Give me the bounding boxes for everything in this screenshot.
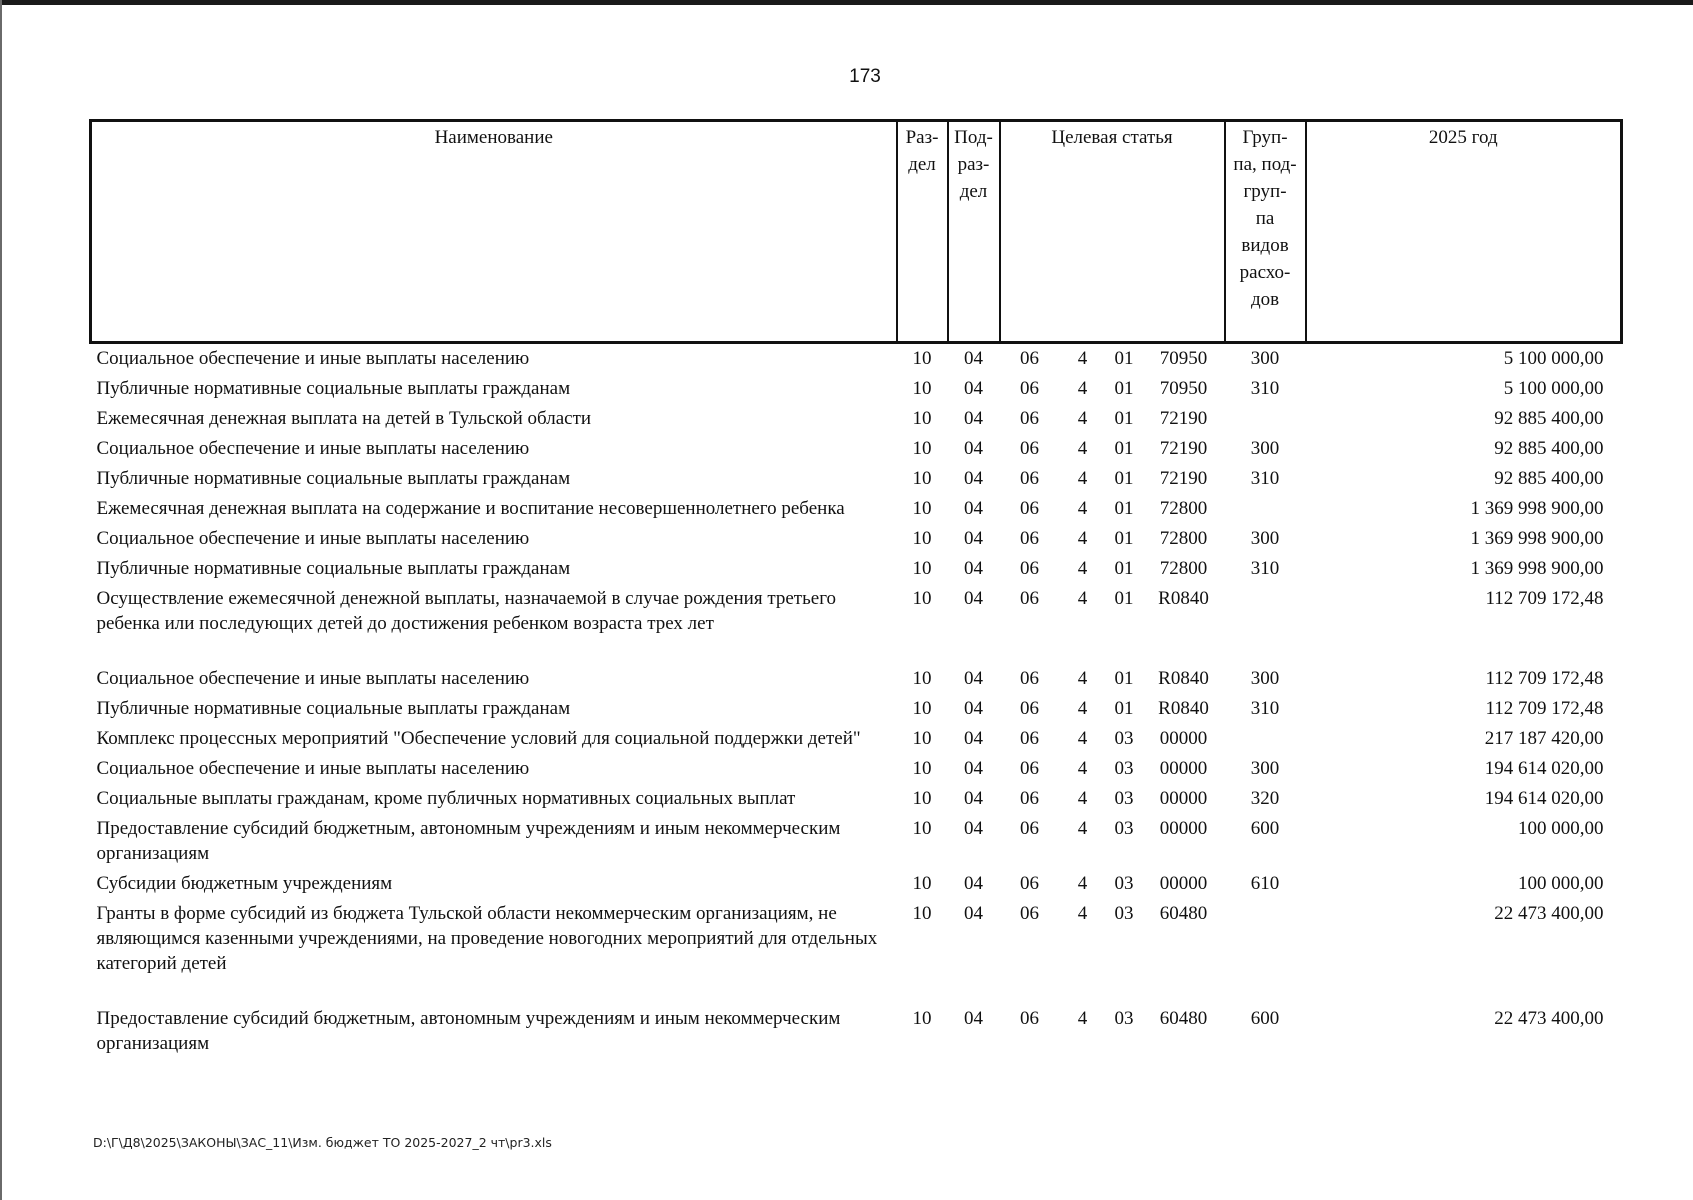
row-group (1225, 584, 1306, 664)
row-target-direction: R0840 (1158, 698, 1209, 719)
row-target-type: 4 (1077, 873, 1088, 894)
row-podrazdel: 04 (964, 408, 983, 429)
row-target-direction: 00000 (1159, 758, 1208, 779)
row-target-program: 06 (1020, 468, 1039, 489)
row-razdel: 10 (912, 903, 932, 924)
row-target-element: 01 (1114, 528, 1134, 549)
row-name: Публичные нормативные социальные выплаты гражданам (96, 468, 571, 489)
row-target-element: 03 (1114, 1008, 1134, 1029)
row-name: Социальное обеспечение и иные выплаты населению (96, 348, 530, 369)
row-podrazdel: 04 (964, 438, 983, 459)
row-amount: 112 709 172,48 (1485, 588, 1604, 609)
header-podrazdel-line: дел (959, 181, 988, 202)
row-target-type: 4 (1077, 348, 1088, 369)
row-razdel: 10 (912, 728, 932, 749)
header-group-line: дов (1250, 289, 1280, 310)
budget-table (89, 119, 1623, 1059)
row-razdel: 10 (912, 818, 932, 839)
row-group: 300 (1250, 758, 1280, 779)
row-target-type: 4 (1077, 788, 1088, 809)
row-target-direction: R0840 (1158, 668, 1209, 689)
row-group (1225, 724, 1306, 754)
row-target-program: 06 (1020, 528, 1039, 549)
row-name: Предоставление субсидий бюджетным, автономным учреждениям и иным некоммерческим организациям (96, 1008, 841, 1054)
row-podrazdel: 04 (964, 758, 983, 779)
row-target-direction: 60480 (1159, 903, 1208, 924)
row-amount: 112 709 172,48 (1485, 668, 1604, 689)
row-target-direction: 00000 (1159, 788, 1208, 809)
row-target-type: 4 (1077, 728, 1088, 749)
row-group: 310 (1250, 558, 1280, 579)
row-name: Гранты в форме субсидий из бюджета Тульской области некоммерческим организациям, не являющимся казенными учреждениями, на проведение новогодних мероприятий для отдельных категорий детей (96, 903, 878, 974)
row-razdel: 10 (912, 1008, 932, 1029)
row-target-type: 4 (1077, 438, 1088, 459)
row-target-program: 06 (1020, 903, 1039, 924)
row-name: Социальные выплаты гражданам, кроме публичных нормативных социальных выплат (96, 788, 796, 809)
row-target-type: 4 (1077, 378, 1088, 399)
row-amount: 1 369 998 900,00 (1470, 498, 1604, 519)
header-year: 2025 год (1306, 121, 1622, 343)
row-target-direction: 72190 (1159, 468, 1208, 489)
table-row (91, 343, 1622, 375)
row-name: Публичные нормативные социальные выплаты гражданам (96, 698, 571, 719)
row-amount: 194 614 020,00 (1484, 788, 1604, 809)
row-target-program: 06 (1020, 1008, 1039, 1029)
table-row (91, 814, 1622, 869)
row-target-element: 03 (1114, 758, 1134, 779)
row-podrazdel: 04 (964, 668, 983, 689)
row-name: Социальное обеспечение и иные выплаты населению (96, 758, 530, 779)
row-target-program: 06 (1020, 378, 1039, 399)
row-amount: 92 885 400,00 (1494, 408, 1604, 429)
row-target-type: 4 (1077, 758, 1088, 779)
header-group-line: видов (1241, 235, 1289, 256)
row-amount: 1 369 998 900,00 (1470, 528, 1604, 549)
row-target-element: 01 (1114, 438, 1134, 459)
table-row (91, 694, 1622, 724)
row-target-element: 03 (1114, 873, 1134, 894)
row-target-direction: 70950 (1159, 348, 1208, 369)
row-target-program: 06 (1020, 668, 1039, 689)
table-row (91, 434, 1622, 464)
row-podrazdel: 04 (964, 728, 983, 749)
header-group-line: груп- (1243, 181, 1287, 202)
row-target-element: 03 (1114, 818, 1134, 839)
row-target-type: 4 (1077, 588, 1088, 609)
row-name: Осуществление ежемесячной денежной выплаты, назначаемой в случае рождения третьего ребенка или последующих детей до достижения ребенком возраста трех лет (96, 588, 837, 634)
row-group: 300 (1250, 348, 1280, 369)
header-razdel-line: дел (908, 154, 936, 175)
row-name: Публичные нормативные социальные выплаты гражданам (96, 558, 571, 579)
row-group: 310 (1250, 468, 1280, 489)
row-group (1225, 494, 1306, 524)
row-target-element: 01 (1114, 348, 1134, 369)
row-amount: 112 709 172,48 (1485, 698, 1604, 719)
row-razdel: 10 (912, 873, 932, 894)
left-border (0, 0, 2, 1200)
header-name: Наименование (91, 121, 897, 343)
header-podrazdel-line: Под- (954, 127, 993, 148)
row-amount: 100 000,00 (1518, 873, 1604, 894)
table-row (91, 664, 1622, 694)
row-target-element: 01 (1114, 408, 1134, 429)
row-name: Ежемесячная денежная выплата на содержание и воспитание несовершеннолетнего ребенка (96, 498, 845, 519)
row-target-direction: 72190 (1159, 408, 1208, 429)
top-border (0, 0, 1693, 5)
row-razdel: 10 (912, 668, 932, 689)
row-group: 310 (1250, 378, 1280, 399)
budget-table-container (89, 119, 1620, 1059)
row-target-type: 4 (1077, 468, 1088, 489)
row-razdel: 10 (912, 378, 932, 399)
row-podrazdel: 04 (964, 588, 983, 609)
row-razdel: 10 (912, 348, 932, 369)
row-name: Социальное обеспечение и иные выплаты населению (96, 668, 530, 689)
row-amount: 1 369 998 900,00 (1470, 558, 1604, 579)
row-razdel: 10 (912, 408, 932, 429)
row-podrazdel: 04 (964, 348, 983, 369)
row-target-direction: 72800 (1159, 498, 1208, 519)
row-target-direction: 60480 (1159, 1008, 1208, 1029)
row-target-type: 4 (1077, 558, 1088, 579)
row-amount: 92 885 400,00 (1494, 468, 1604, 489)
row-target-type: 4 (1077, 903, 1088, 924)
row-group: 610 (1250, 873, 1280, 894)
header-group-line: Груп- (1242, 127, 1288, 148)
row-target-type: 4 (1077, 408, 1088, 429)
row-target-program: 06 (1020, 348, 1039, 369)
row-target-program: 06 (1020, 728, 1039, 749)
row-target-element: 01 (1114, 498, 1134, 519)
row-group: 300 (1250, 528, 1280, 549)
row-razdel: 10 (912, 558, 932, 579)
row-target-program: 06 (1020, 818, 1039, 839)
table-row (91, 784, 1622, 814)
row-name: Ежемесячная денежная выплата на детей в Тульской области (96, 408, 592, 429)
row-razdel: 10 (912, 758, 932, 779)
row-target-element: 03 (1114, 728, 1134, 749)
row-group: 600 (1250, 818, 1280, 839)
row-target-type: 4 (1077, 668, 1088, 689)
table-row (91, 494, 1622, 524)
header-razdel-line: Раз- (905, 127, 939, 148)
row-target-direction: 72800 (1159, 558, 1208, 579)
file-path-footer: D:\Г\Д8\2025\ЗАКОНЫ\ЗАС_11\Изм. бюджет ТО 2025-2027_2 чт\pr3.xls (93, 1135, 552, 1150)
table-row (91, 524, 1622, 554)
row-target-program: 06 (1020, 873, 1039, 894)
header-group (1225, 121, 1306, 343)
row-amount: 194 614 020,00 (1484, 758, 1604, 779)
table-row (91, 724, 1622, 754)
row-target-element: 03 (1114, 903, 1134, 924)
row-amount: 22 473 400,00 (1494, 1008, 1604, 1029)
row-target-type: 4 (1077, 818, 1088, 839)
row-target-program: 06 (1020, 788, 1039, 809)
row-name: Субсидии бюджетным учреждениям (96, 873, 393, 894)
row-target-direction: 72800 (1159, 528, 1208, 549)
table-row (91, 584, 1622, 664)
row-target-direction: 00000 (1159, 818, 1208, 839)
table-row (91, 754, 1622, 784)
row-target-direction: 72190 (1159, 438, 1208, 459)
row-target-direction: 00000 (1159, 873, 1208, 894)
row-amount: 22 473 400,00 (1494, 903, 1604, 924)
row-target-program: 06 (1020, 558, 1039, 579)
row-podrazdel: 04 (964, 558, 983, 579)
table-row (91, 404, 1622, 434)
table-row (91, 899, 1622, 1004)
row-name: Социальное обеспечение и иные выплаты населению (96, 528, 530, 549)
row-group (1225, 404, 1306, 434)
row-podrazdel: 04 (964, 468, 983, 489)
row-group: 300 (1250, 438, 1280, 459)
row-podrazdel: 04 (964, 903, 983, 924)
row-target-type: 4 (1077, 1008, 1088, 1029)
table-row (91, 554, 1622, 584)
row-target-type: 4 (1077, 528, 1088, 549)
row-target-direction: 00000 (1159, 728, 1208, 749)
header-target: Целевая статья (1000, 121, 1225, 343)
row-razdel: 10 (912, 498, 932, 519)
row-podrazdel: 04 (964, 498, 983, 519)
row-target-program: 06 (1020, 588, 1039, 609)
row-razdel: 10 (912, 698, 932, 719)
row-target-element: 01 (1114, 698, 1134, 719)
row-target-element: 01 (1114, 468, 1134, 489)
row-target-element: 03 (1114, 788, 1134, 809)
row-target-program: 06 (1020, 698, 1039, 719)
row-target-element: 01 (1114, 668, 1134, 689)
header-group-line: па (1255, 208, 1275, 229)
row-target-program: 06 (1020, 438, 1039, 459)
table-row (91, 869, 1622, 899)
row-target-element: 01 (1114, 378, 1134, 399)
table-header-row (91, 121, 1622, 343)
row-target-element: 01 (1114, 558, 1134, 579)
row-podrazdel: 04 (964, 788, 983, 809)
row-group (1225, 899, 1306, 1004)
row-razdel: 10 (912, 438, 932, 459)
table-row (91, 1004, 1622, 1059)
row-amount: 217 187 420,00 (1484, 728, 1604, 749)
row-group: 600 (1250, 1008, 1280, 1029)
row-group: 300 (1250, 668, 1280, 689)
row-target-element: 01 (1114, 588, 1134, 609)
row-razdel: 10 (912, 588, 932, 609)
header-group-line: расхо- (1239, 262, 1291, 283)
header-razdel (897, 121, 948, 343)
row-amount: 100 000,00 (1518, 818, 1604, 839)
row-podrazdel: 04 (964, 698, 983, 719)
row-target-program: 06 (1020, 758, 1039, 779)
header-podrazdel-line: раз- (957, 154, 990, 175)
header-group-line: па, под- (1233, 154, 1297, 175)
row-target-type: 4 (1077, 498, 1088, 519)
table-row (91, 464, 1622, 494)
row-amount: 5 100 000,00 (1503, 378, 1604, 399)
row-name: Комплекс процессных мероприятий "Обеспечение условий для социальной поддержки детей" (96, 728, 861, 749)
row-amount: 5 100 000,00 (1503, 348, 1604, 369)
row-podrazdel: 04 (964, 818, 983, 839)
row-podrazdel: 04 (964, 873, 983, 894)
row-podrazdel: 04 (964, 1008, 983, 1029)
row-group: 320 (1250, 788, 1280, 809)
page-number: 173 (849, 66, 881, 87)
row-name: Социальное обеспечение и иные выплаты населению (96, 438, 530, 459)
row-target-direction: R0840 (1158, 588, 1209, 609)
row-amount: 92 885 400,00 (1494, 438, 1604, 459)
row-target-type: 4 (1077, 698, 1088, 719)
row-target-program: 06 (1020, 498, 1039, 519)
row-razdel: 10 (912, 468, 932, 489)
row-name: Предоставление субсидий бюджетным, автономным учреждениям и иным некоммерческим организациям (96, 818, 841, 864)
row-podrazdel: 04 (964, 378, 983, 399)
row-target-program: 06 (1020, 408, 1039, 429)
row-podrazdel: 04 (964, 528, 983, 549)
header-podrazdel (948, 121, 1000, 343)
row-razdel: 10 (912, 528, 932, 549)
row-razdel: 10 (912, 788, 932, 809)
row-target-direction: 70950 (1159, 378, 1208, 399)
row-name: Публичные нормативные социальные выплаты гражданам (96, 378, 571, 399)
row-group: 310 (1250, 698, 1280, 719)
table-row (91, 374, 1622, 404)
